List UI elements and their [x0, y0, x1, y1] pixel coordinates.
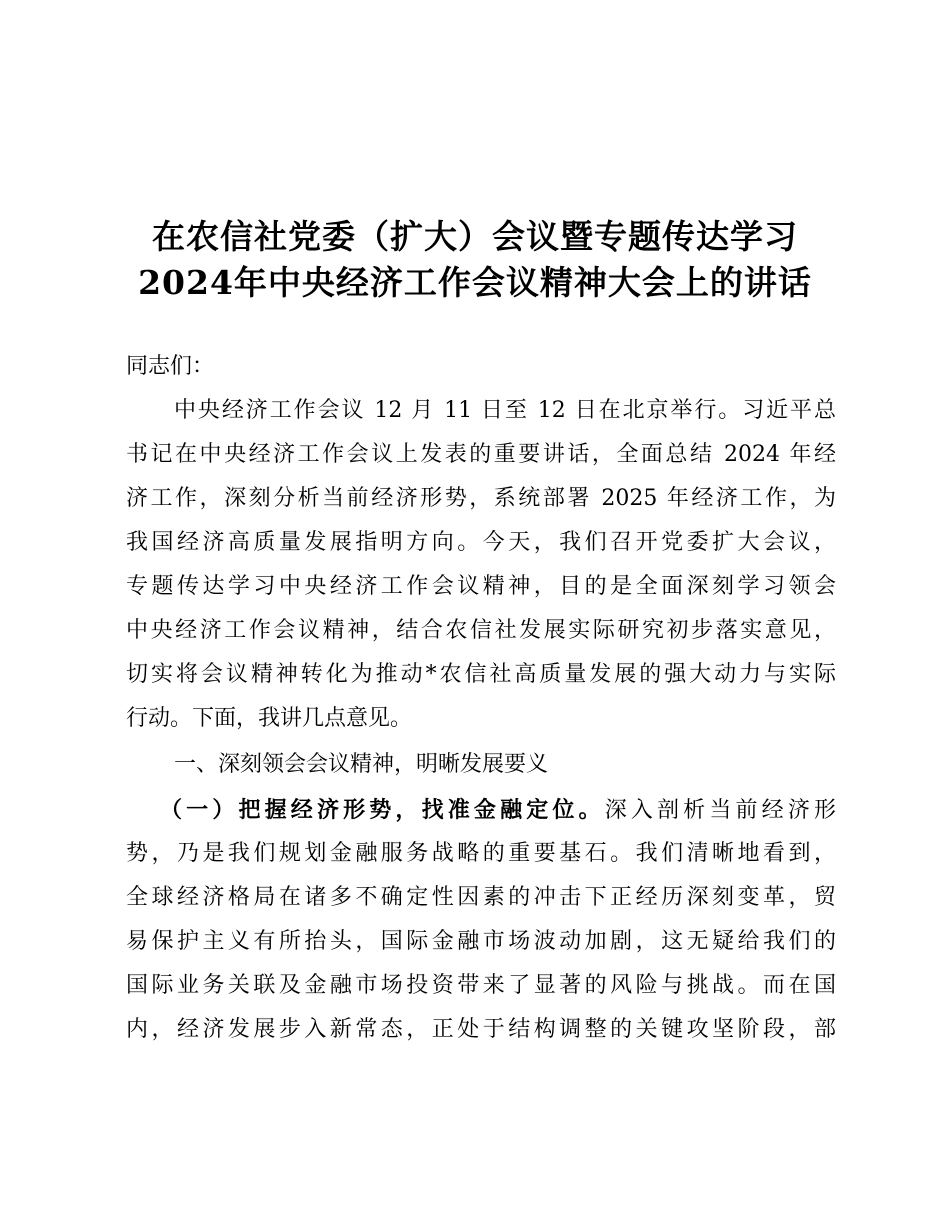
intro-line: 行动。下面，我讲几点意见。	[126, 706, 413, 731]
intro-line: 专题传达学习中央经济工作会议精神，目的是全面深刻学习领会	[126, 574, 836, 599]
document-title-line-1: 在农信社党委（扩大）会议暨专题传达学习	[152, 217, 798, 256]
section-heading: 一、深刻领会会议精神，明晰发展要义	[174, 752, 549, 777]
intro-line: 我国经济高质量发展指明方向。今天，我们召开党委扩大会议，	[126, 530, 836, 555]
intro-line: 切实将会议精神转化为推动*农信社高质量发展的强大动力与实际	[126, 662, 836, 687]
intro-line: 中央经济工作会议精神，结合农信社发展实际研究初步落实意见，	[126, 618, 836, 643]
intro-line: 济工作，深刻分析当前经济形势，系统部署 2025 年经济工作，为	[126, 486, 836, 511]
body-line: 国际业务关联及金融市场投资带来了显著的风险与挑战。而在国	[126, 973, 836, 998]
intro-line: 书记在中央经济工作会议上发表的重要讲话，全面总结 2024 年经	[126, 442, 836, 467]
body-line: 全球经济格局在诸多不确定性因素的冲击下正经历深刻变革，贸	[126, 885, 836, 910]
intro-line: 中央经济工作会议 12 月 11 日至 12 日在北京举行。习近平总	[174, 398, 836, 423]
body-line: 易保护主义有所抬头，国际金融市场波动加剧，这无疑给我们的	[126, 929, 836, 954]
document-title-line-2: 2024年中央经济工作会议精神大会上的讲话	[138, 263, 812, 302]
subsection-text: 深入剖析当前经济形	[604, 798, 836, 823]
subsection-lead: （一）把握经济形势，找准金融定位。	[160, 797, 605, 823]
subsection-first-line	[160, 795, 836, 826]
salutation: 同志们：	[126, 354, 215, 379]
body-line: 势，乃是我们规划金融服务战略的重要基石。我们清晰地看到，	[126, 841, 836, 866]
body-line: 内，经济发展步入新常态，正处于结构调整的关键攻坚阶段，部	[126, 1017, 836, 1042]
